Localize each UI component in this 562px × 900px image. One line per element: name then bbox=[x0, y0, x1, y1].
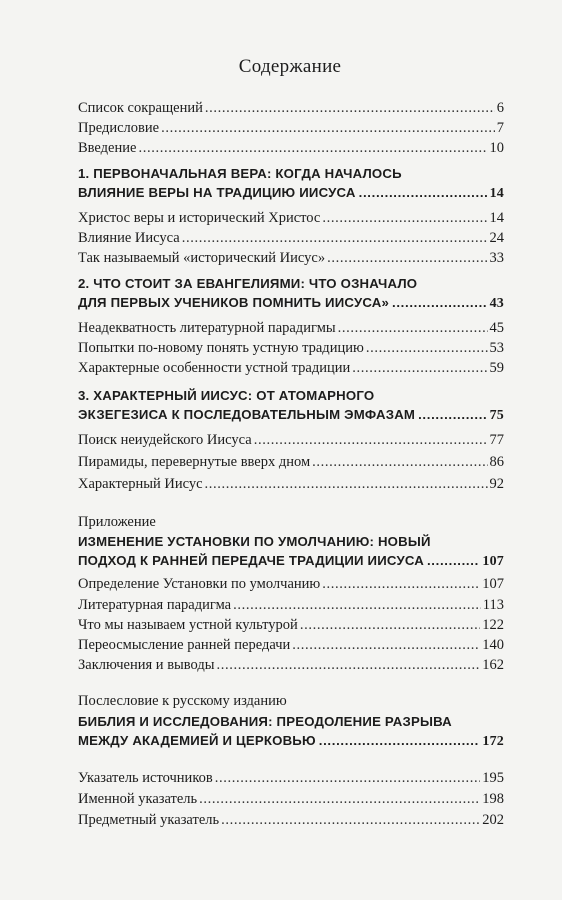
leader-dots bbox=[254, 432, 488, 449]
entry-page: 10 bbox=[489, 140, 504, 156]
entry-label: Именной указатель bbox=[78, 791, 198, 807]
leader-dots bbox=[366, 340, 488, 357]
leader-dots bbox=[216, 657, 480, 674]
toc-entry bbox=[78, 597, 504, 614]
entry-page: 195 bbox=[482, 770, 504, 786]
leader-dots bbox=[338, 320, 488, 337]
chapter-title-line1: БИБЛИЯ И ИССЛЕДОВАНИЯ: ПРЕОДОЛЕНИЕ РАЗРЫВА bbox=[78, 714, 452, 729]
toc-entry bbox=[78, 340, 504, 357]
toc-entry bbox=[78, 657, 504, 674]
chapter-page: 75 bbox=[489, 408, 504, 423]
entry-page: 53 bbox=[489, 340, 504, 356]
entry-page: 107 bbox=[482, 576, 504, 592]
entry-page: 6 bbox=[496, 100, 504, 116]
toc-entry bbox=[78, 432, 504, 449]
entry-label: Влияние Иисуса bbox=[78, 230, 180, 246]
entry-label: Характерный Иисус bbox=[78, 476, 203, 492]
entry-label: Определение Установки по умолчанию bbox=[78, 576, 321, 592]
leader-dots bbox=[352, 360, 487, 377]
toc-entry bbox=[78, 250, 504, 267]
entry-page: 59 bbox=[489, 360, 504, 376]
toc-entry bbox=[78, 476, 504, 493]
chapter-page: 14 bbox=[489, 186, 504, 201]
toc-entry bbox=[78, 454, 504, 471]
entry-page: 92 bbox=[489, 476, 504, 492]
chapter-heading bbox=[78, 386, 504, 425]
entry-page: 33 bbox=[489, 250, 504, 266]
leader-dots bbox=[161, 120, 495, 137]
page-title: Содержание bbox=[238, 56, 342, 77]
chapter-title-line2: ДЛЯ ПЕРВЫХ УЧЕНИКОВ ПОМНИТЬ ИИСУСА» bbox=[78, 295, 390, 310]
chapter-title-line2: ВЛИЯНИЕ ВЕРЫ НА ТРАДИЦИЮ ИИСУСА bbox=[78, 185, 356, 200]
chapter-title-line1: 1. ПЕРВОНАЧАЛЬНАЯ ВЕРА: КОГДА НАЧАЛОСЬ bbox=[78, 166, 402, 181]
entry-page: 113 bbox=[482, 597, 504, 613]
entry-page: 122 bbox=[482, 617, 504, 633]
chapter-heading bbox=[78, 712, 504, 751]
leader-dots bbox=[199, 791, 480, 808]
toc-entry bbox=[78, 120, 504, 137]
chapter-page: 172 bbox=[482, 734, 504, 749]
entry-label: Христос веры и исторический Христос bbox=[78, 210, 321, 226]
entry-label: Неадекватность литературной парадигмы bbox=[78, 320, 336, 336]
chapter-heading bbox=[78, 274, 504, 313]
chapter-heading bbox=[78, 164, 504, 203]
leader-dots bbox=[182, 230, 488, 247]
entry-page: 162 bbox=[482, 657, 504, 673]
toc-entry bbox=[78, 320, 504, 337]
toc-entry bbox=[78, 100, 504, 117]
toc-entry bbox=[78, 360, 504, 377]
leader-dots bbox=[300, 617, 480, 634]
leader-dots bbox=[359, 183, 487, 202]
toc-entry bbox=[78, 791, 504, 808]
leader-dots bbox=[327, 250, 487, 267]
entry-page: 86 bbox=[489, 454, 504, 470]
entry-label: Список сокращений bbox=[78, 100, 203, 116]
leader-dots bbox=[205, 100, 495, 117]
entry-page: 77 bbox=[489, 432, 504, 448]
chapter-title-line1: 3. ХАРАКТЕРНЫЙ ИИСУС: ОТ АТОМАРНОГО bbox=[78, 388, 375, 403]
entry-label: Введение bbox=[78, 140, 137, 156]
leader-dots bbox=[322, 210, 487, 227]
entry-page: 14 bbox=[489, 210, 504, 226]
leader-dots bbox=[312, 454, 487, 471]
entry-page: 198 bbox=[482, 791, 504, 807]
leader-dots bbox=[418, 405, 486, 424]
leader-dots bbox=[292, 637, 480, 654]
entry-label: Предисловие bbox=[78, 120, 160, 136]
leader-dots bbox=[205, 476, 488, 493]
leader-dots bbox=[392, 293, 487, 312]
entry-label: Так называемый «исторический Иисус» bbox=[78, 250, 326, 266]
chapter-title-line2: ЭКЗЕГЕЗИСА К ПОСЛЕДОВАТЕЛЬНЫМ ЭМФАЗАМ bbox=[78, 407, 416, 422]
entry-label: Попытки по-новому понять устную традицию bbox=[78, 340, 364, 356]
entry-page: 45 bbox=[489, 320, 504, 336]
entry-page: 7 bbox=[496, 120, 504, 136]
toc-entry bbox=[78, 576, 504, 593]
entry-page: 202 bbox=[482, 812, 504, 828]
entry-label: Пирамиды, перевернутые вверх дном bbox=[78, 454, 311, 470]
appendix-intro: Приложение bbox=[78, 514, 156, 530]
toc-entry bbox=[78, 812, 504, 829]
entry-label: Заключения и выводы bbox=[78, 657, 215, 673]
leader-dots bbox=[427, 551, 479, 570]
toc-entry bbox=[78, 617, 504, 634]
toc-entry bbox=[78, 770, 504, 787]
toc-entry bbox=[78, 230, 504, 247]
entry-label: Указатель источников bbox=[78, 770, 213, 786]
entry-label: Характерные особенности устной традиции bbox=[78, 360, 351, 376]
toc-entry bbox=[78, 140, 504, 157]
leader-dots bbox=[215, 770, 481, 787]
entry-label: Что мы называем устной культурой bbox=[78, 617, 298, 633]
chapter-page: 107 bbox=[482, 554, 504, 569]
chapter-title-line2: МЕЖДУ АКАДЕМИЕЙ И ЦЕРКОВЬЮ bbox=[78, 733, 316, 748]
entry-label: Поиск неиудейского Иисуса bbox=[78, 432, 252, 448]
chapter-title-line1: 2. ЧТО СТОИТ ЗА ЕВАНГЕЛИЯМИ: ЧТО ОЗНАЧАЛО bbox=[78, 276, 418, 291]
entry-page: 24 bbox=[489, 230, 504, 246]
chapter-title-line1: ИЗМЕНЕНИЕ УСТАНОВКИ ПО УМОЛЧАНИЮ: НОВЫЙ bbox=[78, 534, 431, 549]
toc-entry bbox=[78, 637, 504, 654]
entry-label: Литературная парадигма bbox=[78, 597, 232, 613]
afterword-intro: Послесловие к русскому изданию bbox=[78, 693, 287, 709]
toc-entry bbox=[78, 210, 504, 227]
chapter-title-line2: ПОДХОД К РАННЕЙ ПЕРЕДАЧЕ ТРАДИЦИИ ИИСУСА bbox=[78, 553, 424, 568]
chapter-heading bbox=[78, 532, 504, 571]
entry-page: 140 bbox=[482, 637, 504, 653]
leader-dots bbox=[233, 597, 481, 614]
leader-dots bbox=[322, 576, 480, 593]
leader-dots bbox=[319, 731, 480, 750]
entry-label: Переосмысление ранней передачи bbox=[78, 637, 291, 653]
leader-dots bbox=[221, 812, 480, 829]
chapter-page: 43 bbox=[489, 296, 504, 311]
leader-dots bbox=[138, 140, 487, 157]
entry-label: Предметный указатель bbox=[78, 812, 220, 828]
